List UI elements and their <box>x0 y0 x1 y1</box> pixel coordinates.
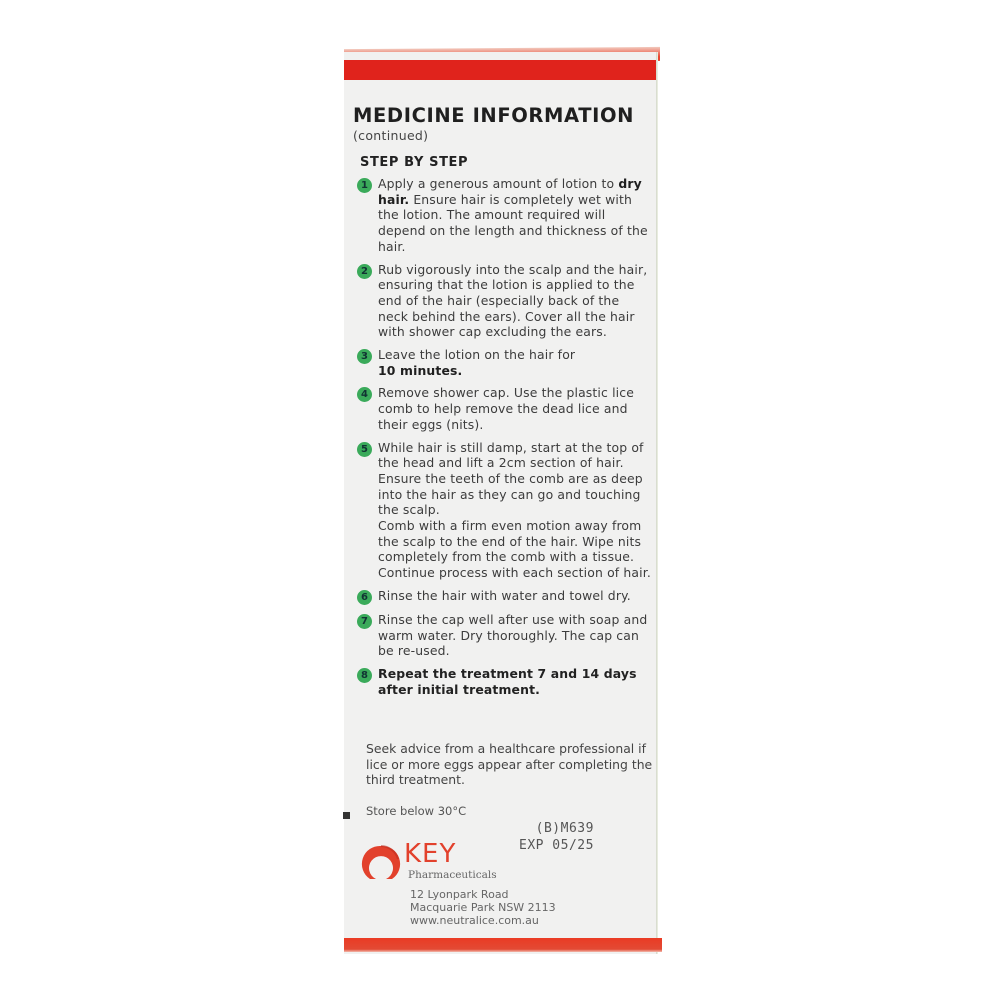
step-text: Remove shower cap. Use the plastic lice comb to help remove the dead lice and their eggs (nits). <box>378 385 634 432</box>
manufacturer-address <box>410 888 556 927</box>
batch-code: (B)M639 <box>535 821 594 836</box>
step-number-badge: 7 <box>357 614 372 629</box>
brand-name: KEY <box>404 839 457 869</box>
step-8 <box>357 666 652 697</box>
bottom-red-band <box>344 938 662 952</box>
step-number-badge: 6 <box>357 590 372 605</box>
step-1 <box>357 176 652 255</box>
step-text: Apply a generous amount of lotion to dry hair. Ensure hair is completely wet with the lotion. The amount required will depend on the length and thickness of the hair. <box>378 176 648 254</box>
step-text: Rinse the cap well after use with soap and warm water. Dry thoroughly. The cap can be re-used. <box>378 611 648 659</box>
step-7 <box>357 612 652 659</box>
brand-tagline: Pharmaceuticals <box>408 869 497 881</box>
step-text: Rub vigorously into the scalp and the hair, ensuring that the lotion is applied to the end of the hair (especially back of the neck behind the ears). Cover all the hair with shower cap excluding the ears. <box>378 261 648 340</box>
step-text: Leave the lotion on the hair for 10 minutes. <box>378 347 576 378</box>
batch-expiry-print <box>519 820 594 854</box>
step-4 <box>357 385 652 432</box>
step-text: Rinse the hair with water and towel dry. <box>378 587 631 603</box>
website-link: www.neutralice.com.au <box>410 914 539 927</box>
section-heading: STEP BY STEP <box>360 155 469 170</box>
step-text: While hair is still damp, start at the top of the head and lift a 2cm section of hair. Ensure the teeth of the comb are as deep into the hair as they can go and touching the scalp. Comb with a firm even motion away from the scalp to the end of the hair. Wipe nits completely from the comb with a tissue. Continue process with each section of hair. <box>378 439 651 581</box>
expiry-date: EXP 05/25 <box>519 838 594 853</box>
top-red-band <box>344 60 656 80</box>
healthcare-advice: Seek advice from a healthcare professional if lice or more eggs appear after completing the third treatment. <box>366 741 653 788</box>
key-logo-icon <box>360 843 402 885</box>
marker-square-icon <box>343 812 350 819</box>
address-line-2: Macquarie Park NSW 2113 <box>410 901 556 914</box>
step-number-badge: 4 <box>357 387 372 402</box>
step-number-badge: 2 <box>357 264 372 279</box>
steps-list <box>357 176 652 704</box>
step-number-badge: 8 <box>357 668 372 683</box>
step-number-badge: 3 <box>357 349 372 364</box>
address-line-1: 12 Lyonpark Road <box>410 888 509 901</box>
step-number-badge: 1 <box>357 178 372 193</box>
step-number-badge: 5 <box>357 442 372 457</box>
page-subtitle: (continued) <box>353 128 429 143</box>
step-6 <box>357 588 652 605</box>
storage-instruction: Store below 30°C <box>366 804 467 818</box>
step-5 <box>357 440 652 581</box>
step-2 <box>357 262 652 341</box>
step-3 <box>357 347 652 378</box>
step-text: Repeat the treatment 7 and 14 days after initial treatment. <box>378 665 637 697</box>
page-title: MEDICINE INFORMATION <box>353 104 635 127</box>
